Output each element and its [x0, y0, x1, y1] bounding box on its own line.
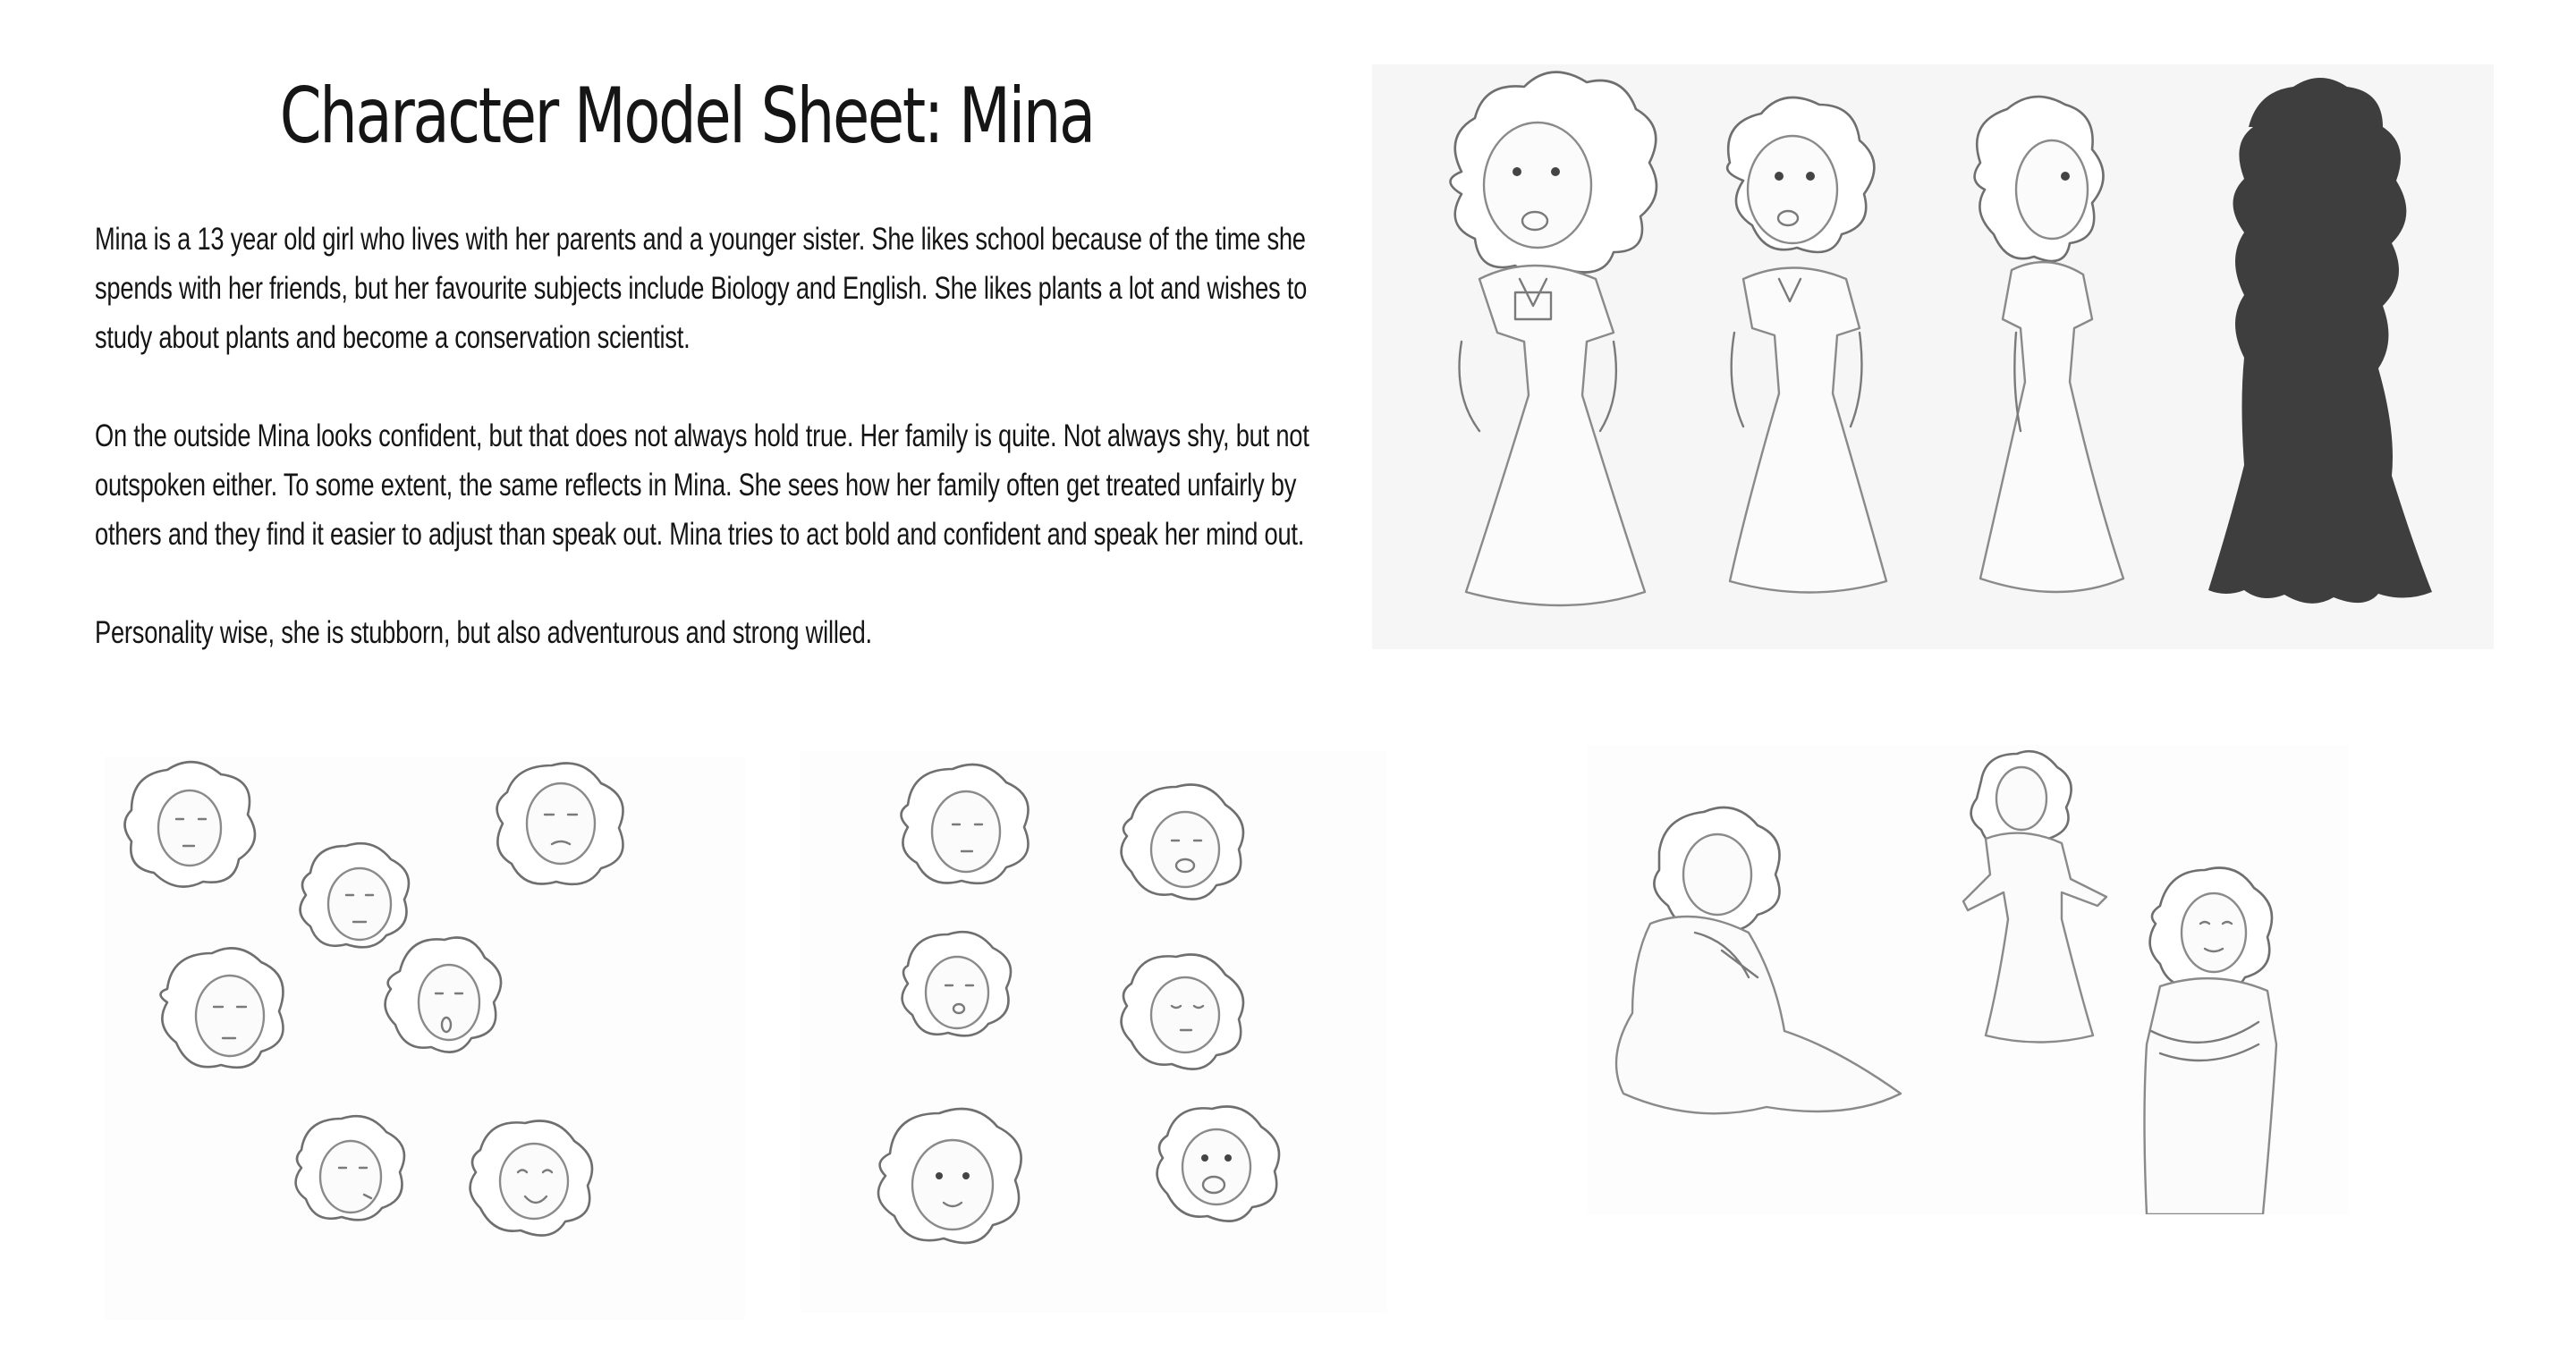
- expression-head: [902, 765, 1029, 883]
- expression-head: [125, 762, 256, 887]
- turnaround-sketch: [1372, 64, 2494, 649]
- expression-head: [470, 1121, 592, 1236]
- expression-head: [296, 1116, 404, 1220]
- expression-head: [1122, 955, 1243, 1069]
- arms-crossed-pose-figure: [2145, 868, 2277, 1215]
- expression-head: [301, 843, 409, 947]
- expression-head: [878, 1109, 1021, 1243]
- poses-sketch: [1588, 745, 2348, 1214]
- description-paragraph-personality: Personality wise, she is stubborn, but also adventurous and strong willed.: [95, 615, 872, 650]
- expression-head: [1122, 785, 1243, 900]
- expressions-sketch-2: [801, 751, 1387, 1313]
- side-view-figure: [1975, 97, 2123, 592]
- description-paragraph-background: Mina is a 13 year old girl who lives with her parents and a younger sister. She likes school because of the time she spends with her friends, but her favourite subjects include Biology and English. She likes plants a lot and wishes to study about plants and become a conservation scientist.: [95, 222, 1308, 355]
- turnaround-sketch-panel: [1372, 64, 2494, 649]
- sitting-pose-figure: [1616, 807, 1901, 1113]
- expression-head: [386, 938, 501, 1052]
- description-paragraph-family: On the outside Mina looks confident, but that does not always hold true. Her family is quite. Not always shy, but not outspoken either. To some extent, the same reflects in Mina. She sees how her family often get treated unfairly by others and they find it easier to adjust than speak out. Mina tries to act bold and confident and speak her mind out.: [95, 418, 1309, 552]
- front-view-figure: [1451, 72, 1657, 605]
- silhouette-figure: [2208, 78, 2432, 604]
- expressions-sketch-1: [105, 756, 745, 1320]
- character-description: [95, 215, 1316, 706]
- expression-head: [497, 764, 623, 884]
- expression-head: [161, 948, 284, 1067]
- expression-head: [1157, 1107, 1279, 1221]
- standing-pose-figure: [1963, 751, 2106, 1042]
- poses-sketch-panel: [1588, 745, 2348, 1214]
- expressions-sketch-panel-2: [801, 751, 1387, 1313]
- page-title: Character Model Sheet: Mina: [279, 72, 1094, 161]
- expressions-sketch-panel-1: [105, 756, 745, 1320]
- three-quarter-view-figure: [1727, 97, 1886, 593]
- expression-head: [902, 932, 1011, 1035]
